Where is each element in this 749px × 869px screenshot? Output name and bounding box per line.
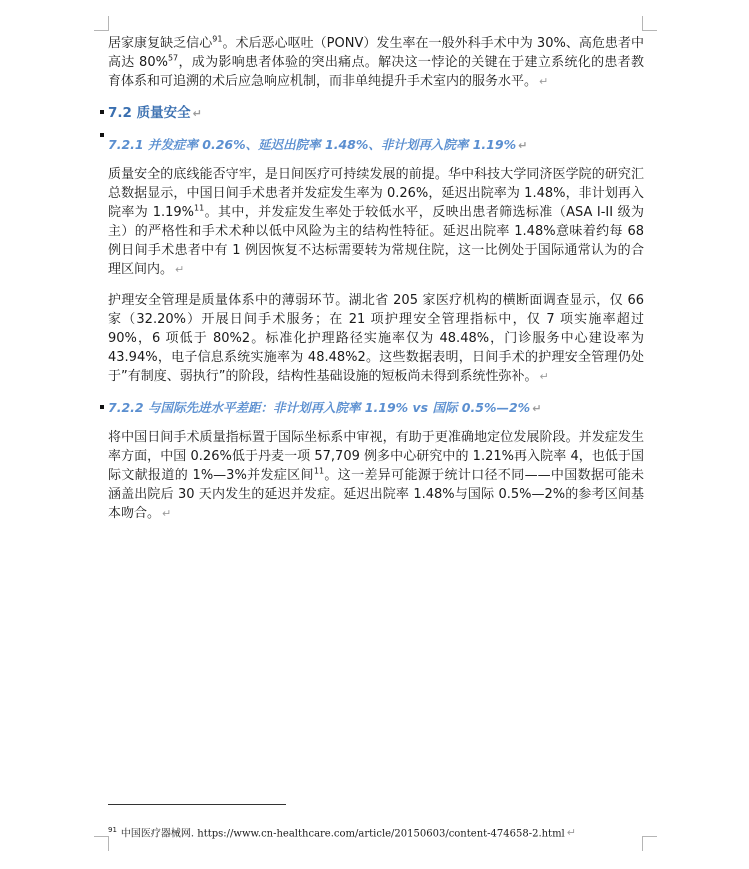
paragraph-mark-icon: ↵ bbox=[566, 826, 576, 840]
subsection-heading-7-2-1: 7.2.1 并发症率 0.26%、延迟出院率 1.48%、非计划再入院率 1.19% ↵ bbox=[108, 135, 644, 155]
footnote-source: 中国医疗器械网 bbox=[120, 828, 191, 840]
citation-ref: 57 bbox=[167, 53, 179, 63]
paragraph-mark-icon: ↵ bbox=[162, 507, 172, 520]
list-bullet-icon bbox=[100, 133, 104, 137]
paragraph-mark-icon: ↵ bbox=[539, 370, 549, 383]
section-heading-7-2: 7.2 质量安全 ↵ bbox=[108, 103, 644, 123]
footnote bbox=[108, 823, 576, 841]
citation-ref: 11 bbox=[313, 466, 325, 476]
paragraph-mark-icon: ↵ bbox=[539, 75, 549, 88]
citation-ref: 91 bbox=[212, 34, 223, 44]
page-corner-mark-bottom-left bbox=[94, 836, 109, 851]
paragraph-mark-icon: ↵ bbox=[192, 107, 202, 120]
subsection-heading-7-2-2: 7.2.2 与国际先进水平差距：非计划再入院率 1.19% vs 国际 0.5%—2% ↵ bbox=[108, 398, 644, 418]
nursing-safety-paragraph: 护理安全管理是质量体系中的薄弱环节。湖北省 205 家医疗机构的横断面调查显示，仅 66 家（32.20%）开展日间手术服务；在 21 项护理安全管理指标中，仅 7 项实施率超过 90%，6 项低于 80%2。标准化护理路径实施率仅为 48.48%，门诊服务中心建设率为 43.94%，电子信息系统实施率为 48.48%2。这些数据表明，日间手术的护理安全管理仍处于”有制度、弱执行”的阶段，结构性基础设施的短板尚未得到系统性弥补。 ↵ bbox=[108, 293, 644, 384]
page-corner-mark-top-left bbox=[94, 16, 109, 31]
citation-ref: 11 bbox=[194, 203, 205, 213]
intro-paragraph: 居家康复缺乏信心$^{91}$。术后恶心呕吐（PONV）发生率在一般外科手术中为 30%、高危患者中高达 80%$^{57}$，成为影响患者体验的突出痛点。解决这一悖论的关键在于建立系统化的患者教育体系和可追溯的术后应急响应机制，而非单纯提升手术室内的服务水平。 ↵ bbox=[108, 34, 644, 89]
page-corner-mark-top-right bbox=[642, 16, 657, 31]
paragraph-mark-icon: ↵ bbox=[532, 402, 542, 415]
list-bullet-icon bbox=[100, 110, 104, 114]
document-body bbox=[108, 34, 644, 523]
footnote-number: 91 bbox=[108, 826, 117, 834]
paragraph-mark-icon: ↵ bbox=[518, 139, 528, 152]
international-comparison-paragraph: 将中国日间手术质量指标置于国际坐标系中审视，有助于更准确地定位发展阶段。并发症发生率方面，中国 0.26%低于丹麦一项 57,709 例多中心研究中的 1.21%再入院率 4，也低于国际文献报道的 1%—3%并发症区间$^{11}$。这一差异可能源于统计口径不同——中国数据可能未涵盖出院后 30 天内发生的延迟并发症。延迟出院率 1.48%与国际 0.5%—2%的参考区间基本吻合。 ↵ bbox=[108, 430, 644, 521]
footnote-link[interactable]: . https://www.cn-healthcare.com/article/20150603/content-474658-2.html bbox=[190, 828, 565, 840]
page-corner-mark-bottom-right bbox=[642, 836, 657, 851]
paragraph-mark-icon: ↵ bbox=[175, 263, 185, 276]
list-bullet-icon bbox=[100, 405, 104, 409]
footnote-separator bbox=[108, 804, 286, 805]
quality-safety-paragraph: 质量安全的底线能否守牢，是日间医疗可持续发展的前提。华中科技大学同济医学院的研究汇总数据显示，中国日间手术患者并发症发生率为 0.26%，延迟出院率为 1.48%，非计划再入院率为 1.19%$^{11}$。其中，并发症发生率处于较低水平，反映出患者筛选标准（ASA I-II 级为主）的严格性和手术术种以低中风险为主的结构性特征。延迟出院率 1.48%意味着约每 68 例日间手术患者中有 1 例因恢复不达标需要转为常规住院，这一比例处于国际通常认为的合理区间内。 ↵ bbox=[108, 167, 644, 277]
